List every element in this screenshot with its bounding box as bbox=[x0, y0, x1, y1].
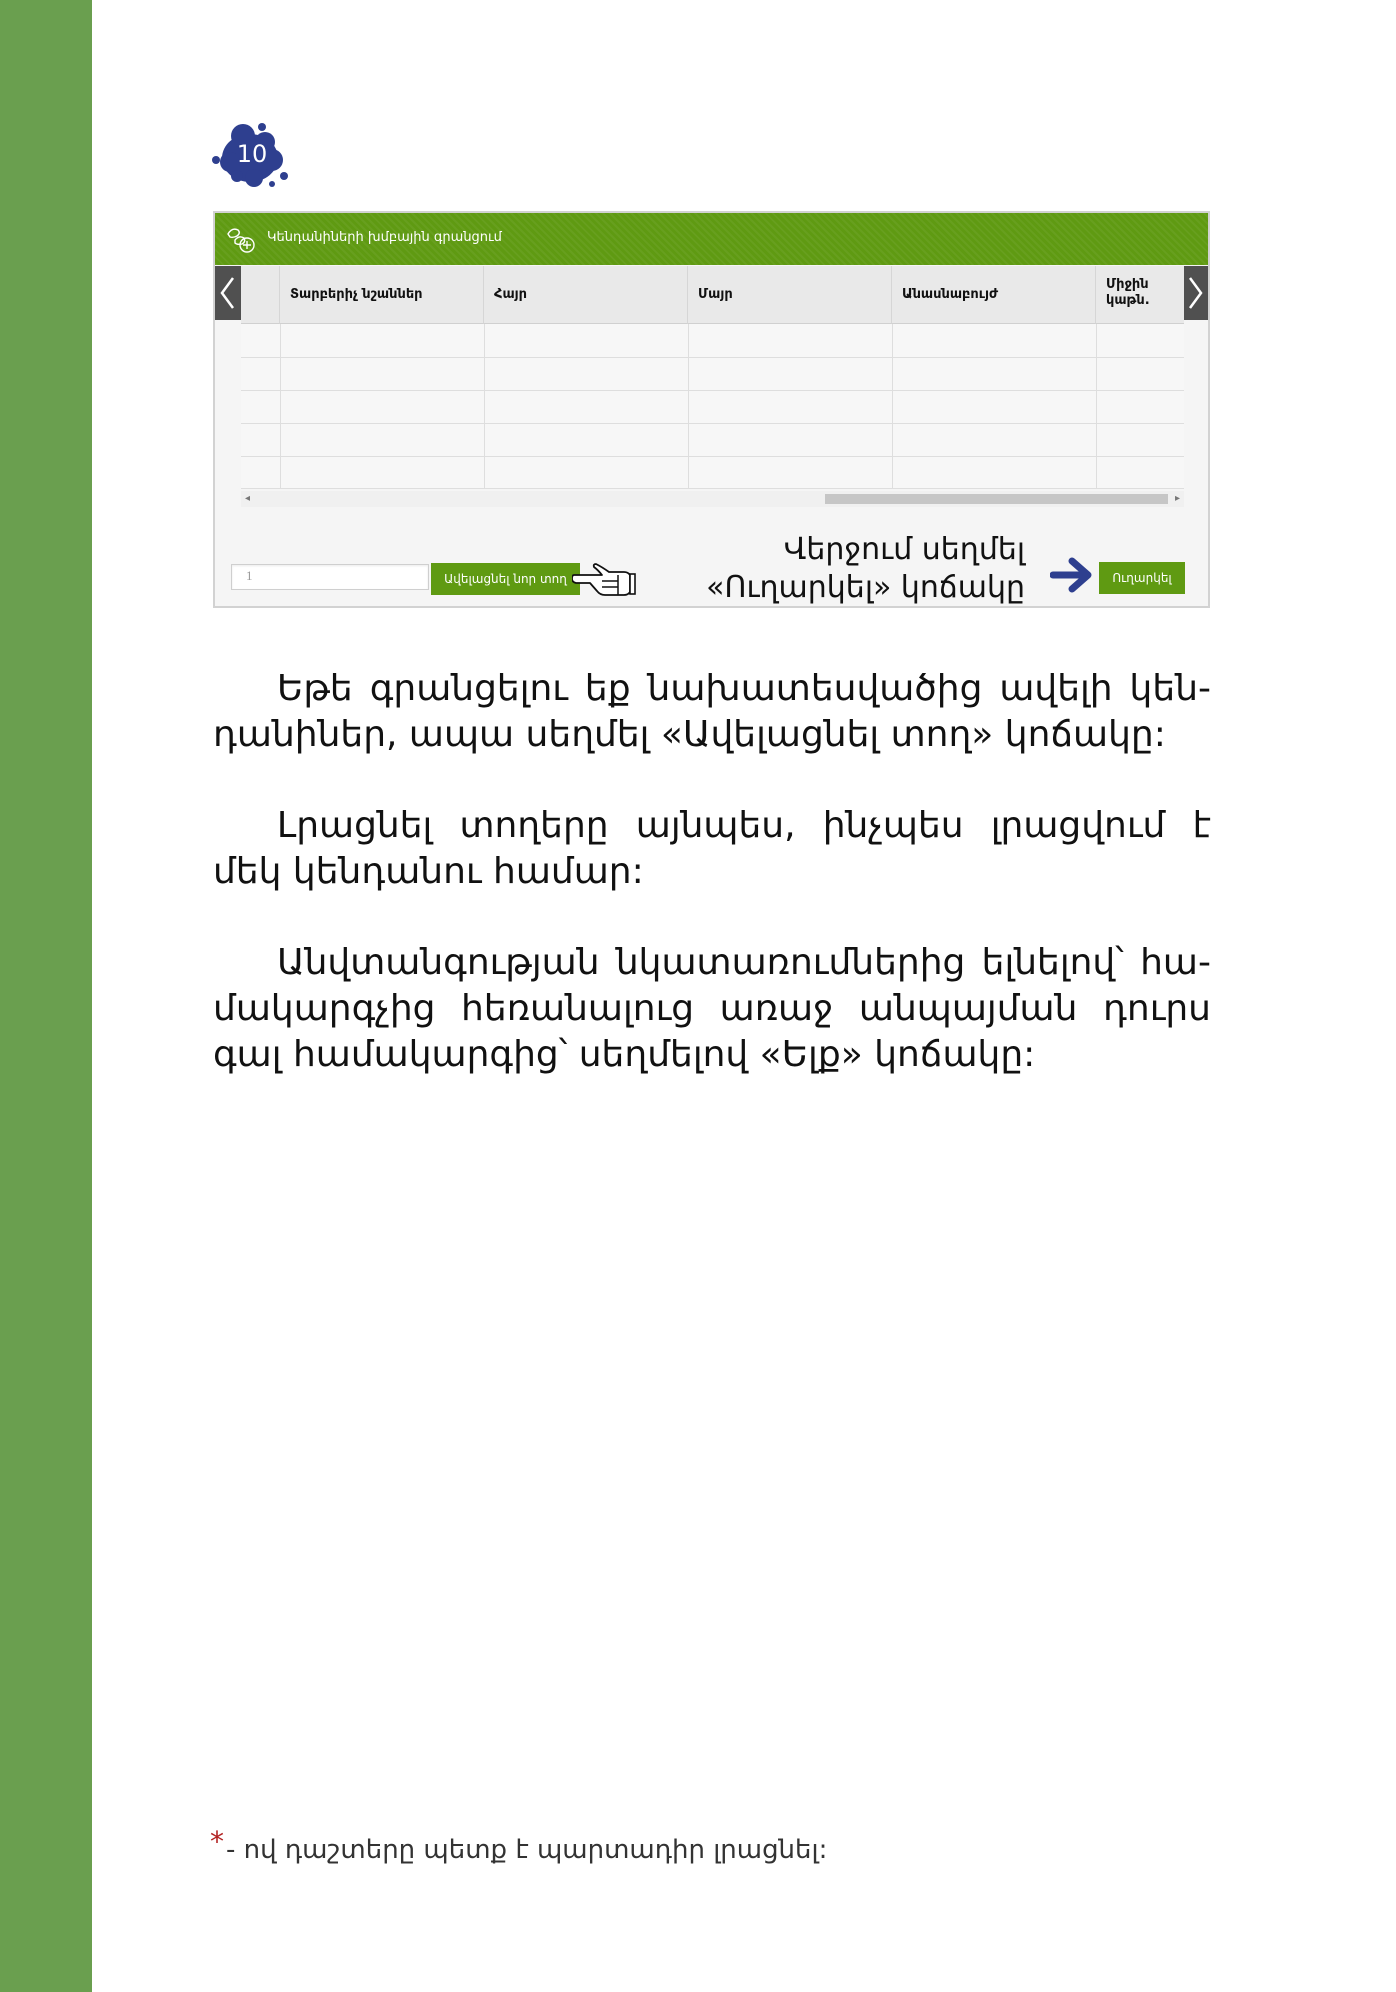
column-header-label: Մայր bbox=[698, 287, 733, 302]
column-divider bbox=[688, 324, 689, 489]
prev-page-button[interactable] bbox=[215, 266, 241, 320]
column-divider bbox=[484, 324, 485, 489]
required-star-icon: * bbox=[210, 1825, 224, 1858]
row-number-header bbox=[241, 266, 280, 324]
instruction-paragraph-1: Եթե գրանցելու եք նախատեսվածից ավելի կեն-դանիներ, ապա սեղմել «Ավելացնել տող» կոճակը: bbox=[213, 668, 1211, 755]
instruction-paragraph-3: Անվտանգության նկատառումներից ելնելով՝ հա-մակարգչից հեռանալուց առաջ անպայման դուրս գալ համակարգից՝ սեղմելով «Ելք» կոճակը: bbox=[213, 942, 1211, 1075]
column-header[interactable] bbox=[280, 266, 484, 324]
page-number-badge bbox=[210, 118, 292, 190]
horizontal-scrollbar[interactable] bbox=[241, 491, 1184, 507]
app-header bbox=[215, 213, 1208, 265]
row-divider bbox=[241, 423, 1184, 424]
column-divider bbox=[1096, 324, 1097, 489]
column-header[interactable] bbox=[1096, 266, 1184, 324]
pointing-hand-icon bbox=[572, 558, 636, 598]
required-fields-footnote bbox=[210, 1825, 828, 1866]
send-instruction-callout bbox=[695, 531, 1025, 607]
instruction-paragraph-2: Լրացնել տողերը այնպես, ինչպես լրացվում է մեկ կենդանու համար: bbox=[213, 805, 1211, 892]
column-header[interactable] bbox=[688, 266, 892, 324]
animals-table bbox=[241, 266, 1184, 489]
next-page-button[interactable] bbox=[1182, 266, 1208, 320]
footnote-text: - ով դաշտերը պետք է պարտադիր լրացնել: bbox=[226, 1835, 828, 1865]
scroll-left-icon[interactable]: ◂ bbox=[245, 493, 251, 504]
column-divider bbox=[280, 324, 281, 489]
page-number: 10 bbox=[236, 140, 268, 168]
row-divider bbox=[241, 390, 1184, 391]
row-divider bbox=[241, 357, 1184, 358]
column-header[interactable] bbox=[484, 266, 688, 324]
app-title: Կենդանիների խմբային գրանցում bbox=[267, 230, 502, 245]
chevron-right-icon bbox=[1185, 275, 1205, 311]
arrow-right-icon bbox=[1050, 555, 1094, 595]
app-screenshot bbox=[213, 211, 1210, 608]
column-header-label: Միջին կաթն. bbox=[1106, 277, 1150, 308]
row-count-input[interactable]: 1 bbox=[231, 564, 429, 590]
scrollbar-thumb[interactable] bbox=[825, 494, 1168, 504]
side-color-bar bbox=[0, 0, 92, 1992]
callout-line-1: Վերջում սեղմել bbox=[783, 532, 1025, 567]
row-divider bbox=[241, 456, 1184, 457]
add-row-button[interactable]: Ավելացնել նոր տող bbox=[431, 563, 580, 595]
column-header-label: Տարբերիչ նշաններ bbox=[290, 287, 423, 302]
send-button[interactable]: Ուղարկել bbox=[1099, 562, 1185, 594]
column-header-label: Հայր bbox=[494, 287, 528, 302]
column-header-label: Անասնաբույժ bbox=[902, 287, 999, 302]
row-divider bbox=[241, 488, 1184, 489]
callout-line-2: «Ուղարկել» կոճակը bbox=[706, 570, 1025, 605]
scroll-right-icon[interactable]: ▸ bbox=[1174, 493, 1180, 504]
column-divider bbox=[892, 324, 893, 489]
animals-add-icon bbox=[225, 224, 257, 254]
chevron-left-icon bbox=[218, 275, 238, 311]
column-header[interactable] bbox=[892, 266, 1096, 324]
